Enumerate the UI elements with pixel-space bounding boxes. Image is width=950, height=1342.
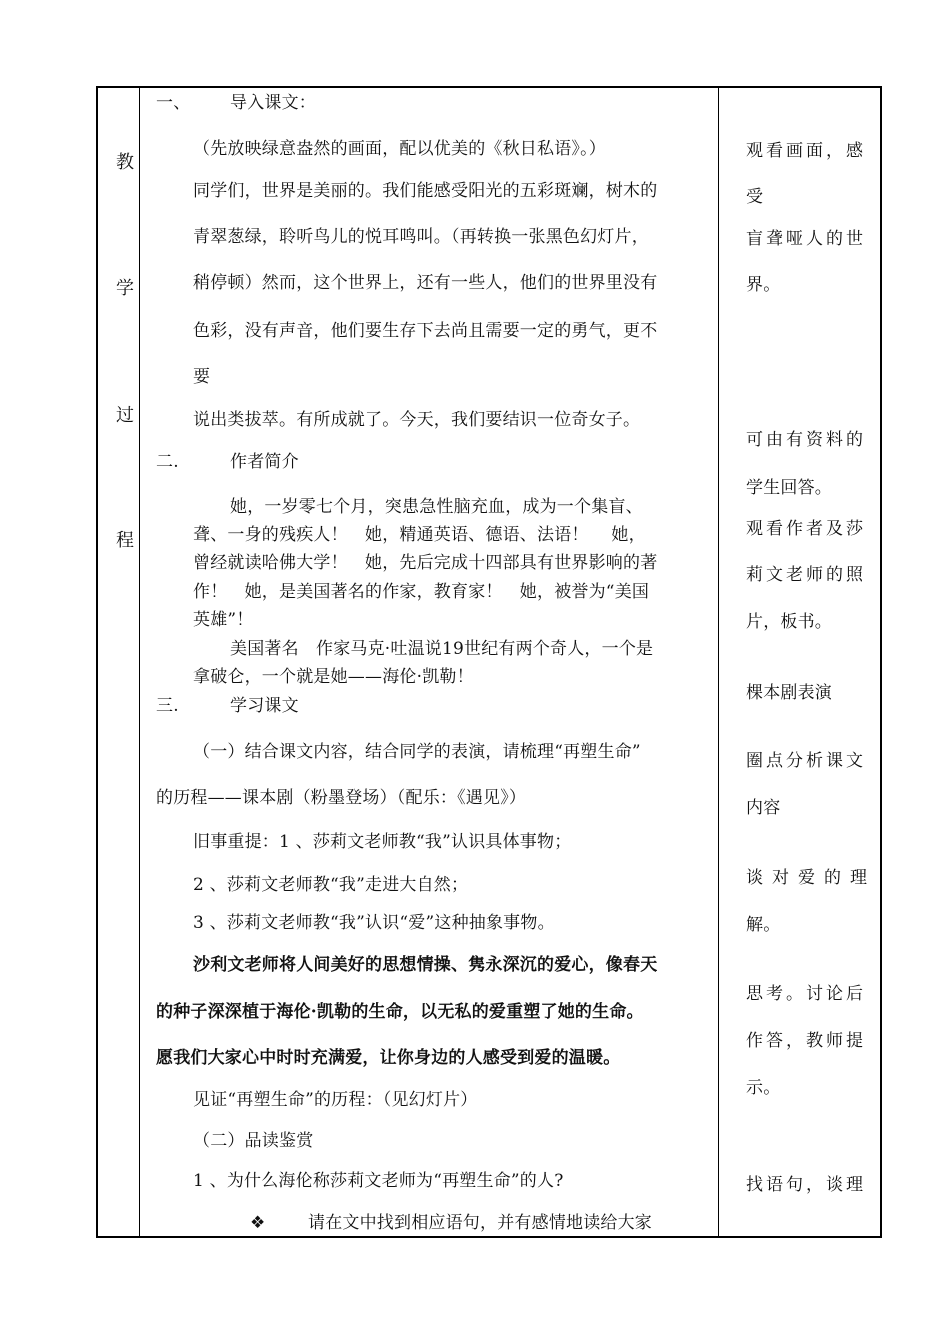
activity-line-9: 片，板书。: [746, 612, 832, 632]
study-line-4: 2 、莎莉文老师教“我”走进大自然；: [193, 875, 469, 895]
activity-line-18: 找语句，谈理: [746, 1175, 866, 1195]
intro-line-3: 青翠葱绿，聆听鸟儿的悦耳鸣叫。（再转换一张黑色幻灯片，: [193, 227, 649, 247]
summary-line-3: 愿我们大家心中时时充满爱，让你身边的人感受到爱的温暖。: [156, 1048, 621, 1068]
activity-line-3: 盲聋哑人的世: [746, 229, 866, 249]
author-line-3: 曾经就读哈佛大学！ 她，先后完成十四部具有世界影响的著: [193, 553, 658, 573]
activity-line-12: 内容: [746, 798, 781, 818]
activity-line-16: 作答，教师提: [746, 1031, 866, 1051]
label-char-guo: 过: [116, 405, 134, 426]
table-border-bottom: [96, 1236, 882, 1238]
author-line-2: 聋、一身的残疾人！ 她，精通英语、德语、法语！ 她，: [193, 525, 646, 545]
column-divider-2: [718, 86, 719, 1238]
table-border-top: [96, 86, 882, 88]
diamond-bullet-icon: ❖: [250, 1213, 266, 1233]
author-line-7: 拿破仑，一个就是她——海伦·凯勒！: [193, 667, 474, 687]
activity-line-11: 圈点分析课文: [746, 751, 866, 771]
section-1-number: 一、: [156, 93, 191, 113]
activity-line-1: 观看画面，感: [746, 141, 866, 161]
activity-line-4: 界。: [746, 275, 781, 295]
intro-line-4: 稍停顿）然而，这个世界上，还有一些人，他们的世界里没有: [193, 273, 658, 293]
task-line: 请在文中找到相应语句，并有感情地读给大家: [308, 1213, 652, 1233]
study-line-3: 旧事重提：1 、莎莉文老师教“我”认识具体事物；: [193, 832, 572, 852]
section-3-number: 三.: [156, 696, 179, 716]
activity-line-8: 莉文老师的照: [746, 565, 866, 585]
section-3-title: 学习课文: [230, 696, 299, 716]
label-char-xue: 学: [116, 278, 134, 299]
activity-line-15: 思考。讨论后: [746, 984, 866, 1004]
intro-line-6: 要: [193, 367, 211, 387]
intro-line-2: 同学们，世界是美丽的。我们能感受阳光的五彩斑斓，树木的: [193, 181, 658, 201]
author-line-4: 作！ 她，是美国著名的作家，教育家！ 她，被誉为“美国: [193, 582, 650, 602]
intro-line-5: 色彩，没有声音，他们要生存下去尚且需要一定的勇气，更不: [193, 321, 658, 341]
intro-line-1: （先放映绿意盎然的画面，配以优美的《秋日私语》。）: [193, 139, 606, 159]
study-line-5: 3 、莎莉文老师教“我”认识“爱”这种抽象事物。: [193, 913, 555, 933]
activity-line-7: 观看作者及莎: [746, 519, 866, 539]
intro-line-7: 说出类拔萃。有所成就了。今天，我们要结识一位奇女子。: [193, 410, 641, 430]
author-line-6: 美国著名 作家马克·吐温说19世纪有两个奇人，一个是: [230, 639, 654, 659]
activity-line-10: 棵本剧表演: [746, 683, 832, 703]
label-char-cheng: 程: [116, 530, 134, 551]
author-line-5: 英雄”！: [193, 610, 254, 630]
section-2-number: 二.: [156, 452, 179, 472]
section-1-title: 导入课文：: [230, 93, 316, 113]
table-border-right: [880, 86, 882, 1238]
question-1: 1 、为什么海伦称莎莉文老师为“再塑生命”的人?: [193, 1171, 564, 1191]
activity-line-17: 示。: [746, 1078, 781, 1098]
section-2-title: 作者简介: [230, 452, 299, 472]
activity-line-14: 解。: [746, 915, 781, 935]
appreciation-heading: （二）品读鉴赏: [193, 1131, 314, 1151]
label-char-jiao: 教: [116, 152, 134, 173]
activity-line-2: 受: [746, 187, 764, 207]
author-line-1: 她，一岁零七个月，突患急性脑充血，成为一个集盲、: [230, 497, 643, 517]
column-divider-1: [139, 86, 140, 1238]
study-line-1: （一）结合课文内容，结合同学的表演，请梳理“再塑生命”: [193, 742, 641, 762]
activity-line-13: 谈对爱的理: [746, 868, 876, 888]
summary-line-1: 沙利文老师将人间美好的思想情操、隽永深沉的爱心，像春天: [193, 955, 658, 975]
summary-line-2: 的种子深深植于海伦·凯勒的生命，以无私的爱重塑了她的生命。: [156, 1002, 644, 1022]
evidence-line: 见证“再塑生命”的历程：（见幻灯片）: [193, 1090, 478, 1110]
activity-line-6: 学生回答。: [746, 478, 832, 498]
study-line-2: 的历程——课本剧（粉墨登场）（配乐：《遇见》）: [156, 788, 527, 808]
table-border-left: [96, 86, 98, 1238]
activity-line-5: 可由有资料的: [746, 430, 866, 450]
